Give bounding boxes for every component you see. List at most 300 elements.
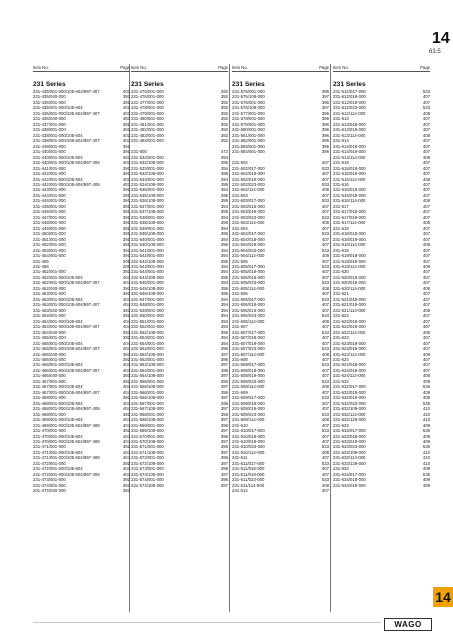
page-number: 533	[321, 378, 329, 384]
item-number: 231-607/023-000	[232, 346, 265, 352]
page-number: 395	[220, 274, 228, 280]
item-number: 231-632/109-000	[333, 406, 366, 412]
item-number: 231-609/019-000	[232, 406, 265, 412]
item-number: 231-483/001-000	[131, 132, 164, 138]
page-number: 395	[220, 285, 228, 291]
page-number: 394	[220, 187, 228, 193]
page-number: 409	[422, 433, 430, 439]
page-number: 391	[122, 220, 130, 226]
item-number: 231-615/018-000	[333, 165, 366, 171]
item-number: 231-462/001-000/105-604	[33, 274, 83, 280]
item-number: 231-463/001-000/105-604	[33, 296, 83, 302]
page-number: 392	[122, 411, 130, 417]
page-number: 396	[220, 444, 228, 450]
page-number: 396	[220, 422, 228, 428]
page-number: 392	[220, 116, 228, 122]
page-number: 393	[122, 307, 130, 313]
item-number: 231-609/023-000	[232, 411, 265, 417]
page-number: 533	[321, 346, 329, 352]
page-number: 397	[321, 105, 329, 111]
item-number: 231-573/001-000	[131, 466, 164, 472]
page-number: 395	[220, 192, 228, 198]
page-number: 409	[422, 439, 430, 444]
item-number: 231-616/114-000	[333, 198, 366, 204]
page-header: Page	[218, 65, 228, 70]
page-number: 404	[122, 471, 130, 477]
item-number: 231-583/001-000	[232, 143, 265, 149]
page-number: 394	[220, 296, 228, 302]
page-number: 407	[321, 192, 329, 198]
page-number: 404	[122, 384, 130, 390]
item-number: 231-440/001-000	[33, 149, 66, 155]
wago-logo: WAGO	[384, 618, 432, 631]
item-number: 231-567/001-000	[131, 400, 164, 406]
item-number: 231-443/001-000	[33, 187, 66, 193]
item-number: 231-579/001-000	[232, 121, 265, 127]
item-number: 231-607/114-000	[232, 351, 265, 357]
item-number: 231-477/001-000	[131, 99, 164, 105]
item-number: 231-473/001-000	[33, 477, 66, 483]
item-number: 231-550/001-000	[131, 313, 164, 319]
item-number: 231-602/017-000	[232, 165, 265, 171]
item-number: 231-634	[333, 466, 349, 472]
series-heading: 231 Series	[33, 81, 66, 88]
page-number: 404	[122, 367, 130, 373]
item-number: 231-436/040-000	[33, 116, 66, 122]
page-number: 391	[122, 231, 130, 237]
page-number: 533	[321, 181, 329, 187]
page-number: 407	[321, 335, 329, 341]
page-number: 407	[422, 236, 430, 242]
page-number: 392	[122, 269, 130, 275]
item-number: 231-436/001-000/105-604	[33, 105, 83, 111]
page-number: 397	[220, 417, 228, 423]
page-number: 396	[220, 455, 228, 461]
item-number: 231-607/017-000	[232, 329, 265, 335]
item-number: 231-572/108-000	[131, 460, 164, 466]
item-number: 231-454/001-000	[33, 253, 66, 259]
item-number: 231-466/040-000	[33, 373, 66, 379]
page-number: 407	[422, 269, 430, 275]
item-number: 231-480/001-000	[131, 116, 164, 122]
item-number: 231-606/114-000	[232, 318, 265, 324]
page-number: 407	[422, 324, 430, 330]
item-number: 231-613/114-000	[333, 132, 366, 138]
item-number: 231-633/114-000	[333, 455, 366, 461]
page-number: 533	[321, 198, 329, 204]
page-number: 407	[321, 324, 329, 330]
page-number: 391	[122, 192, 130, 198]
page-number: 404	[122, 318, 130, 324]
item-number: 231-603	[232, 192, 248, 198]
item-number: 231-623/019-000	[333, 346, 366, 352]
page-number: 407	[321, 471, 329, 477]
item-number: 231-619/019-000	[333, 258, 366, 264]
item-number: 231-611	[232, 455, 248, 461]
page-number: 408	[321, 220, 329, 226]
page-number: 407	[321, 400, 329, 406]
page-number: 408	[422, 154, 430, 160]
item-number: 231-563/001-000	[131, 356, 164, 362]
item-number: 231-572/001-000	[131, 455, 164, 461]
item-number: 231-606/023-000	[232, 313, 265, 319]
item-number: 231-609	[232, 389, 248, 395]
item-number: 231-584/001-000	[232, 149, 265, 155]
item-number: 231-534/001-000	[131, 176, 164, 182]
item-number: 231-467/001-000/105-604/997-407	[33, 389, 100, 395]
page-number: 407	[422, 247, 430, 253]
page-number: 407	[321, 160, 329, 166]
page-number: 396	[321, 110, 329, 116]
item-number: 231-633/019-000	[333, 439, 366, 444]
page-number: 407	[321, 171, 329, 177]
item-number: 231-633/018-000	[333, 433, 366, 439]
item-number: 231-533/001-000	[131, 165, 164, 171]
item-number: 231-609/114-000	[232, 417, 265, 423]
item-number: 231-439/001-000	[33, 143, 66, 149]
page-number: 404	[122, 433, 130, 439]
item-number: 231-468/001-000	[33, 395, 66, 401]
item-number: 231-568/001-000	[131, 411, 164, 417]
item-number: 231-565/108-000	[131, 384, 164, 390]
page-number: 535	[422, 384, 430, 390]
item-number: 231-633	[333, 422, 349, 428]
page-number: 404	[122, 466, 130, 472]
item-number: 231-611/018-000	[232, 466, 265, 472]
item-number: 231-551/001-000	[131, 318, 164, 324]
item-number: 231-612/017-000	[333, 89, 366, 94]
item-number: 231-444/001-000	[33, 198, 66, 204]
item-number: 231-451/001-000	[33, 236, 66, 242]
page-number: 407	[422, 225, 430, 231]
page-number: 403	[122, 138, 130, 144]
page-number: 407	[422, 280, 430, 286]
page-number: 396	[220, 411, 228, 417]
page-number: 404	[122, 400, 130, 406]
item-number: 231-602/023-000	[232, 181, 265, 187]
page-number: 396	[220, 477, 228, 483]
page-number: 404	[122, 302, 130, 308]
page-number: 404	[122, 449, 130, 455]
item-number: 231-464/040-000	[33, 329, 66, 335]
page-number: 407	[321, 455, 329, 461]
page-number: 533	[321, 247, 329, 253]
page-number: 392	[122, 378, 130, 384]
page-number: 397	[220, 406, 228, 412]
page-number: 395	[220, 329, 228, 335]
item-number: 231-549/001-000	[131, 307, 164, 313]
item-number: 231-634/018-000	[333, 477, 366, 483]
item-number: 231-463/001-000	[33, 291, 66, 297]
page-number: 535	[422, 428, 430, 434]
item-number: 231-442/001-000	[33, 171, 66, 177]
item-number: 231-469/001-000/105-604/997-409	[33, 422, 100, 428]
item-number: 231-605/023-000	[232, 280, 265, 286]
item-number: 231-464/001-000/105-604	[33, 318, 83, 324]
item-number: 231-570/001-000	[131, 433, 164, 439]
page-number: 407	[422, 346, 430, 352]
item-number: 231-537/108-000	[131, 209, 164, 215]
page-number: 403	[122, 181, 130, 187]
index-row	[131, 483, 228, 488]
item-number: 231-562/108-000	[131, 351, 164, 357]
item-number: 231-618/019-000	[333, 236, 366, 242]
page-number: 407	[422, 187, 430, 193]
page-number: 395	[220, 171, 228, 177]
page-number: 407	[422, 203, 430, 209]
item-number: 231-532/108-000	[131, 160, 164, 166]
page-number: 395	[220, 220, 228, 226]
page-number: 396	[321, 149, 329, 155]
page-number: 410	[422, 455, 430, 461]
item-no-header: Item No.	[131, 65, 147, 70]
item-number: 231-612/023-000	[333, 105, 366, 111]
column-header	[232, 64, 329, 72]
page-number: 408	[422, 198, 430, 204]
item-number: 231-605	[232, 258, 248, 264]
page-number: 393	[122, 94, 130, 100]
item-number: 231-544/108-000	[131, 274, 164, 280]
page-number: 394	[220, 340, 228, 346]
page-number: 397	[220, 460, 228, 466]
item-number: 231-468/001-000/105-604	[33, 400, 83, 406]
page-number: 407	[422, 209, 430, 215]
item-number: 231-618	[333, 225, 349, 231]
item-number: 231-619/114-000	[333, 264, 366, 269]
item-number: 231-564/001-000	[131, 367, 164, 373]
item-number: 231-552/108-000	[131, 329, 164, 335]
item-number: 231-605/114-000	[232, 285, 265, 291]
page-number: 396	[220, 378, 228, 384]
item-number: 231-614	[333, 138, 349, 144]
item-number: 231-465/001-000/105-604	[33, 340, 83, 346]
item-number: 231-616/018-000	[333, 187, 366, 193]
item-number: 231-564/108-000	[131, 373, 164, 379]
page-number: 391	[122, 203, 130, 209]
item-number: 231-604/019-000	[232, 242, 265, 248]
item-number: 231-618/018-000	[333, 231, 366, 237]
item-number: 231-581/001-000	[232, 132, 265, 138]
page-number: 391	[122, 236, 130, 242]
item-number: 231-611/023-000	[232, 477, 265, 483]
page-number: 407	[422, 356, 430, 362]
item-number: 231-539/001-000	[131, 225, 164, 231]
item-number: 231-608/017-000	[232, 362, 265, 368]
page-number: 533	[321, 362, 329, 368]
item-number: 231-449/001-000	[33, 225, 66, 231]
item-number: 231-535/001-000	[131, 187, 164, 193]
page-number: 533	[321, 313, 329, 319]
page-number: 395	[220, 291, 228, 297]
page-number: 408	[321, 253, 329, 259]
item-no-header: Item No.	[33, 65, 49, 70]
page-number: 404	[122, 274, 130, 280]
page-number: 408	[321, 482, 329, 488]
item-number: 231-455	[33, 258, 49, 264]
page-number: 408	[422, 242, 430, 248]
item-number: 231-435/040-000	[33, 94, 66, 100]
page-number: 391	[122, 253, 130, 259]
page-number: 394	[220, 154, 228, 160]
page-number: 404	[122, 455, 130, 461]
item-number: 231-624/114-000	[333, 373, 366, 379]
item-number: 231-624/019-000	[333, 367, 366, 373]
item-number: 231-612/019-000	[333, 99, 366, 105]
item-number: 231-609/018-000	[232, 400, 265, 406]
page-number: 404	[122, 406, 130, 412]
item-number: 231-538/108-000	[131, 220, 164, 226]
page-number: 407	[422, 116, 430, 122]
page-number: 407	[321, 242, 329, 248]
page-number: 408	[422, 176, 430, 182]
item-number: 231-573/108-000	[131, 471, 164, 477]
page-number: 407	[321, 356, 329, 362]
page-number: 394	[220, 269, 228, 275]
page-number: 391	[122, 242, 130, 248]
item-number: 231-442/001-000/105-604	[33, 176, 83, 182]
page-number: 205	[122, 264, 130, 269]
page-number: 408	[321, 417, 329, 423]
page-number: 409	[422, 466, 430, 472]
item-number: 231-576/001-000	[232, 99, 265, 105]
item-no-header: Item No.	[232, 65, 248, 70]
page-number: 394	[220, 247, 228, 253]
page-number: 407	[321, 422, 329, 428]
item-number: 231-569/108-000	[131, 428, 164, 434]
page-number: 404	[122, 346, 130, 352]
page-header: Page	[120, 65, 130, 70]
item-number: 231-623/114-000	[333, 351, 366, 357]
page-number: 396	[220, 400, 228, 406]
page-number: 402	[122, 176, 130, 182]
item-number: 231-607/019-000	[232, 340, 265, 346]
page-number: 394	[220, 214, 228, 220]
page-number: 392	[220, 127, 228, 133]
page-number: 396	[321, 143, 329, 149]
item-number: 231-603/018-000	[232, 203, 265, 209]
page-number: 393	[122, 488, 130, 494]
page-number: 533	[321, 214, 329, 220]
item-number: 231-541/001-000	[131, 247, 164, 253]
item-number: 231-608/019-000	[232, 373, 265, 379]
item-number: 231-438/001-000	[33, 127, 66, 133]
page-number: 396	[321, 127, 329, 133]
column-divider	[229, 64, 230, 612]
page-number: 409	[422, 422, 430, 428]
item-number: 231-614/019-000	[333, 149, 366, 155]
index-row	[232, 488, 329, 493]
item-number: 231-615/019-000	[333, 171, 366, 177]
page-number: 533	[321, 264, 329, 269]
page-number: 402	[122, 154, 130, 160]
item-number: 231-613/018-000	[333, 121, 366, 127]
item-number: 231-603/019-000	[232, 209, 265, 215]
item-number: 231-621/114-000	[333, 307, 366, 313]
item-number: 231-605/019-000	[232, 274, 265, 280]
page-number: 407	[321, 269, 329, 275]
item-number: 231-544/001-000	[131, 269, 164, 275]
page-number: 392	[122, 444, 130, 450]
page-number: 407	[321, 291, 329, 297]
page-number: 391	[122, 247, 130, 253]
page-number: 396	[220, 466, 228, 472]
item-number: 231-468/001-000/105-604/997-409	[33, 406, 100, 412]
item-number: 231-446/001-000	[33, 209, 66, 215]
page-number: 408	[422, 110, 430, 116]
item-number: 231-456	[33, 264, 49, 269]
item-number: 231-565/001-000	[131, 378, 164, 384]
page-number: 394	[220, 165, 228, 171]
page-number: 407	[321, 439, 329, 444]
item-number: 231-608	[232, 356, 248, 362]
item-number: 231-562/001-000	[131, 346, 164, 352]
item-number: 231-610/114-000	[232, 449, 265, 455]
item-number: 231-602	[232, 160, 248, 166]
item-number: 231-632/017-000	[333, 384, 366, 390]
item-number: 231-448/001-000	[33, 220, 66, 226]
item-number: 231-453/001-000	[33, 247, 66, 253]
index-row	[33, 488, 130, 493]
item-number: 231-542/001-000	[131, 253, 164, 259]
page-number: 407	[321, 340, 329, 346]
page-number: 409	[422, 378, 430, 384]
item-number: 231-578/001-000	[232, 116, 265, 122]
page-number: 410	[422, 406, 430, 412]
page-number: 397	[220, 428, 228, 434]
page-number: 535	[422, 400, 430, 406]
page-number: 396	[321, 132, 329, 138]
item-number: 231-614/018-000	[333, 143, 366, 149]
item-number: 231-623	[333, 335, 349, 341]
item-number: 231-570/108-000	[131, 439, 164, 444]
item-number: 231-577/001-000	[232, 110, 265, 116]
column-header	[333, 64, 430, 72]
page-number: 392	[220, 99, 228, 105]
page-number: 394	[220, 313, 228, 319]
item-number: 231-482/001-000	[131, 127, 164, 133]
page-number: 407	[422, 181, 430, 187]
item-number: 231-580/001-000	[232, 127, 265, 133]
page-number: 404	[122, 340, 130, 346]
item-number: 231-619	[333, 247, 349, 253]
page-number: 402	[122, 132, 130, 138]
page-number: 397	[220, 482, 228, 488]
page-number: 393	[122, 285, 130, 291]
item-number: 231-447/001-000	[33, 214, 66, 220]
column-header	[33, 64, 130, 72]
page-number: 392	[220, 94, 228, 100]
page-number: 408	[422, 132, 430, 138]
item-number: 231-472/001-000/105-604	[33, 466, 83, 472]
page-header: Page	[420, 65, 430, 70]
item-number: 231-612/114-000	[333, 110, 366, 116]
item-number: 231-543/001-000	[131, 264, 164, 269]
page-number: 407	[422, 231, 430, 237]
item-number: 231-620/019-000	[333, 280, 366, 286]
page-number: 395	[220, 198, 228, 204]
item-number: 231-607/018-000	[232, 335, 265, 341]
page-number: 407	[422, 274, 430, 280]
page-number: 533	[321, 231, 329, 237]
item-number: 231-620	[333, 269, 349, 275]
page-number: 408	[321, 384, 329, 390]
item-number: 231-462/040-000	[33, 285, 66, 291]
page-number: 408	[321, 318, 329, 324]
page-number: 392	[122, 395, 130, 401]
item-number: 231-610/018-000	[232, 433, 265, 439]
page-number: 392	[122, 482, 130, 488]
page-number: 391	[122, 171, 130, 177]
